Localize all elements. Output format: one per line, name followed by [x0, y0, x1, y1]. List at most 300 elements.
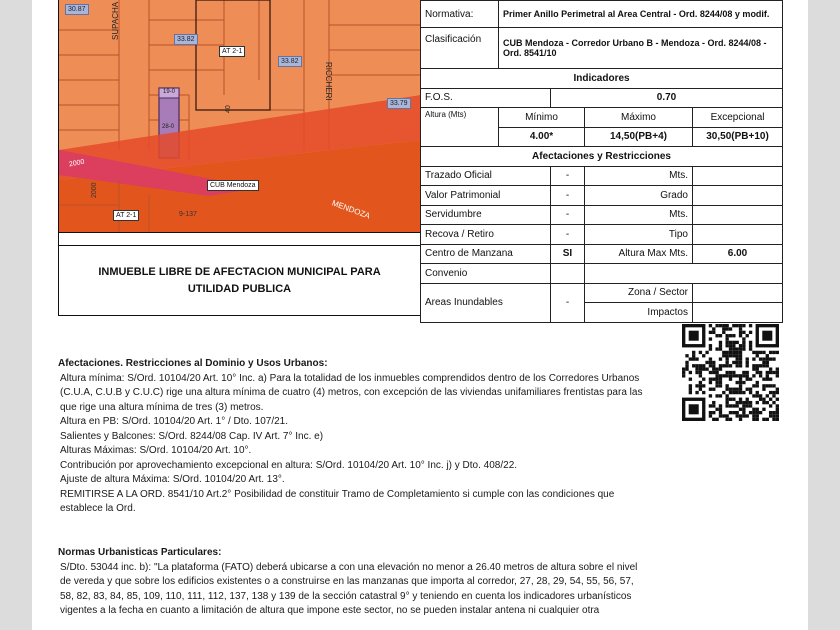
qr-module	[752, 357, 755, 360]
indicadores-header-row	[421, 69, 783, 89]
qr-module	[742, 337, 745, 340]
fos-value: 0.70	[551, 88, 783, 108]
afectacion-unit: Tipo	[585, 225, 693, 245]
qr-module	[769, 398, 772, 401]
afectacion-extra	[693, 166, 783, 186]
qr-module	[759, 374, 762, 377]
text-line: S/Dto. 53044 inc. b): "La plataforma (FATO) deberá ubicarse a con una elevación no menor a 26.40 metros de altura sobre el nivel	[60, 561, 638, 573]
qr-module	[725, 414, 728, 417]
qr-module	[715, 394, 718, 397]
text-line: Alturas Máximas: S/Ord. 10104/20 Art. 10°.	[60, 445, 252, 456]
qr-module	[712, 367, 715, 370]
parcel-number: 30.87	[65, 4, 89, 15]
qr-module	[752, 367, 755, 370]
normativa-value: Primer Anillo Perimetral al Area Central - Ord. 8244/08 y modif.	[499, 1, 783, 28]
qr-module	[719, 408, 722, 411]
altura-label: Altura (Mts)	[421, 108, 499, 147]
qr-module	[756, 354, 759, 357]
qr-module	[719, 381, 722, 384]
afectacion-label: Centro de Manzana	[421, 244, 551, 264]
qr-module	[725, 374, 728, 377]
qr-module	[715, 374, 718, 377]
qr-module	[709, 361, 712, 364]
afectacion-label: Trazado Oficial	[421, 166, 551, 186]
qr-module	[732, 361, 735, 364]
qr-module	[762, 378, 765, 381]
afectaciones-title: Afectaciones y Restricciones	[421, 147, 783, 167]
qr-module	[746, 414, 749, 417]
qr-module	[712, 371, 715, 374]
qr-module	[699, 364, 702, 367]
convenio-row	[421, 264, 783, 284]
qr-module	[736, 388, 739, 391]
qr-module	[739, 351, 742, 354]
qr-module	[766, 371, 769, 374]
qr-module	[756, 418, 759, 421]
qr-module	[709, 378, 712, 381]
qr-module	[772, 401, 775, 404]
afectacion-row	[421, 166, 783, 186]
qr-module	[739, 331, 742, 334]
qr-module	[712, 401, 715, 404]
qr-module	[729, 354, 732, 357]
qr-module	[772, 384, 775, 387]
impactos-label: Impactos	[585, 303, 693, 323]
afectacion-value: -	[551, 166, 585, 186]
qr-module	[752, 411, 755, 414]
qr-module	[736, 404, 739, 407]
section-heading: Afectaciones. Restricciones al Dominio y Usos Urbanos:	[58, 358, 328, 369]
qr-module	[776, 404, 779, 407]
maximo-label: Máximo	[585, 108, 693, 128]
afectacion-label: Valor Patrimonial	[421, 186, 551, 206]
qr-module	[756, 401, 759, 404]
qr-module	[732, 351, 735, 354]
qr-module	[766, 378, 769, 381]
qr-module	[742, 344, 745, 347]
qr-module	[736, 374, 739, 377]
afectacion-extra	[693, 186, 783, 206]
text-line: (C.U.A, C.U.B y C.U.C) rige una altura mínima de cuatro (4) metros, con excepción de las viviendas unifamiliares frentistas para las	[60, 387, 643, 398]
qr-module	[739, 378, 742, 381]
qr-module	[725, 394, 728, 397]
text-line: 58, 82, 83, 84, 85, 109, 110, 111, 112, 137, 138 y 139 de la sección catastral 9° y teniendo en cuenta los indicadores urbanísticos	[60, 590, 632, 602]
qr-module	[766, 354, 769, 357]
qr-module	[739, 364, 742, 367]
qr-module	[725, 388, 728, 391]
qr-module	[725, 404, 728, 407]
qr-module	[732, 347, 735, 350]
qr-module	[772, 414, 775, 417]
qr-module	[699, 371, 702, 374]
qr-module	[712, 331, 715, 334]
qr-module	[736, 347, 739, 350]
qr-module	[725, 384, 728, 387]
qr-module	[746, 378, 749, 381]
afectacion-value: -	[551, 205, 585, 225]
qr-module	[766, 361, 769, 364]
qr-module	[732, 341, 735, 344]
qr-module	[776, 414, 779, 417]
qr-module	[776, 418, 779, 421]
qr-module	[729, 411, 732, 414]
qr-module	[736, 401, 739, 404]
qr-module	[739, 334, 742, 337]
qr-module	[752, 414, 755, 417]
qr-module	[766, 401, 769, 404]
qr-module	[732, 334, 735, 337]
zone-label: AT 2-1	[113, 210, 139, 221]
qr-module	[732, 371, 735, 374]
qr-module	[742, 371, 745, 374]
qr-module	[709, 371, 712, 374]
qr-module	[709, 404, 712, 407]
qr-module	[729, 347, 732, 350]
qr-module	[766, 384, 769, 387]
qr-module	[759, 411, 762, 414]
qr-module	[702, 367, 705, 370]
qr-module	[756, 381, 759, 384]
qr-module	[699, 388, 702, 391]
qr-module	[752, 384, 755, 387]
qr-module	[715, 347, 718, 350]
qr-module	[729, 378, 732, 381]
qr-module	[732, 411, 735, 414]
minimo-label: Mínimo	[499, 108, 585, 128]
qr-module	[722, 351, 725, 354]
qr-module	[772, 357, 775, 360]
qr-module	[769, 378, 772, 381]
qr-module	[712, 361, 715, 364]
qr-module	[739, 398, 742, 401]
qr-module	[702, 391, 705, 394]
qr-module	[739, 418, 742, 421]
qr-module	[746, 334, 749, 337]
qr-module	[752, 394, 755, 397]
qr-module	[705, 367, 708, 370]
qr-module	[762, 357, 765, 360]
qr-module	[769, 371, 772, 374]
qr-module	[756, 394, 759, 397]
qr-module	[776, 371, 779, 374]
qr-module	[756, 364, 759, 367]
qr-module	[709, 364, 712, 367]
qr-module	[725, 341, 728, 344]
qr-module	[719, 324, 722, 327]
qr-module	[749, 401, 752, 404]
afectacion-value: -	[551, 225, 585, 245]
qr-module	[739, 408, 742, 411]
qr-module	[732, 398, 735, 401]
qr-module	[746, 361, 749, 364]
qr-module	[725, 371, 728, 374]
qr-module	[719, 374, 722, 377]
qr-module	[752, 374, 755, 377]
qr-module	[759, 357, 762, 360]
indicators-table	[420, 0, 783, 323]
qr-module	[732, 344, 735, 347]
qr-module	[746, 357, 749, 360]
qr-module	[762, 388, 765, 391]
qr-module	[725, 418, 728, 421]
qr-module	[776, 388, 779, 391]
qr-module	[746, 404, 749, 407]
qr-module	[746, 398, 749, 401]
qr-module	[736, 361, 739, 364]
qr-module	[702, 354, 705, 357]
qr-module	[736, 391, 739, 394]
qr-module	[702, 364, 705, 367]
qr-module	[729, 388, 732, 391]
qr-module	[709, 388, 712, 391]
text-line: de vereda y que sobre los edificios existentes o a construirse en las manzanas que importa al corredor, 27, 28, 29, 54, 55, 56, 57,	[60, 576, 634, 587]
qr-module	[715, 334, 718, 337]
normativa-label: Normativa:	[421, 1, 499, 28]
qr-module	[729, 418, 732, 421]
qr-module	[766, 394, 769, 397]
parcel-label: 19-0	[163, 89, 176, 95]
qr-module	[722, 354, 725, 357]
qr-module	[722, 327, 725, 330]
qr-module	[722, 414, 725, 417]
qr-module	[722, 391, 725, 394]
qr-module	[739, 374, 742, 377]
qr-module	[759, 394, 762, 397]
afectacion-value: -	[551, 186, 585, 206]
qr-module	[742, 411, 745, 414]
qr-module	[732, 388, 735, 391]
qr-module	[769, 414, 772, 417]
qr-module	[749, 331, 752, 334]
text-line: Contribución por aprovechamiento excepcional en altura: S/Ord. 10104/20 Art. 10° Inc. j) y Dto. 408/22.	[60, 459, 518, 471]
maximo-value: 14,50(PB+4)	[585, 127, 693, 147]
qr-module	[752, 418, 755, 421]
text-line: vigentes a la fecha en cuanto a limitación de altura que impone este sector, no se pueden instalar antena ni cualquier otra	[60, 605, 600, 616]
qr-module	[699, 351, 702, 354]
clasificacion-row	[421, 28, 783, 69]
qr-module	[736, 324, 739, 327]
qr-module	[739, 324, 742, 327]
qr-module	[712, 364, 715, 367]
qr-module	[742, 408, 745, 411]
qr-module	[709, 381, 712, 384]
indicadores-title: Indicadores	[421, 69, 783, 89]
qr-module	[719, 347, 722, 350]
qr-module	[709, 324, 712, 327]
qr-module	[749, 378, 752, 381]
areas-row	[421, 283, 783, 303]
qr-module	[725, 398, 728, 401]
qr-module	[749, 347, 752, 350]
qr-module	[749, 341, 752, 344]
qr-module	[739, 344, 742, 347]
qr-module	[756, 367, 759, 370]
qr-module	[739, 391, 742, 394]
qr-module	[739, 381, 742, 384]
qr-module	[739, 414, 742, 417]
qr-module	[769, 411, 772, 414]
qr-module	[739, 401, 742, 404]
qr-module	[725, 324, 728, 327]
qr-module	[719, 411, 722, 414]
qr-module	[715, 378, 718, 381]
street-name: RICCHERI	[324, 62, 333, 101]
qr-module	[752, 351, 755, 354]
minimo-value: 4.00*	[499, 127, 585, 147]
qr-module	[766, 418, 769, 421]
restrictions-section	[58, 357, 698, 517]
parcel-number: 33.82	[174, 34, 198, 45]
parcel-number: 33.82	[278, 56, 302, 67]
qr-module	[732, 391, 735, 394]
convenio-label: Convenio	[421, 264, 551, 284]
qr-module	[762, 401, 765, 404]
afectacion-unit: Grado	[585, 186, 693, 206]
qr-module	[715, 367, 718, 370]
qr-module	[742, 414, 745, 417]
qr-module	[702, 384, 705, 387]
qr-module	[712, 378, 715, 381]
qr-module	[746, 364, 749, 367]
afectacion-value: SI	[551, 244, 585, 264]
qr-module	[719, 394, 722, 397]
text-line: establece la Ord.	[60, 503, 136, 514]
qr-module	[725, 351, 728, 354]
qr-module	[776, 374, 779, 377]
text-line: Salientes y Balcones: S/Ord. 8244/08 Cap. IV Art. 7° Inc. e)	[60, 430, 324, 442]
zone-label: CUB Mendoza	[207, 180, 259, 191]
qr-module	[729, 351, 732, 354]
qr-module	[709, 414, 712, 417]
qr-module	[746, 374, 749, 377]
norms-lines	[58, 561, 698, 619]
qr-module	[736, 381, 739, 384]
qr-module	[729, 344, 732, 347]
qr-module	[702, 378, 705, 381]
afectacion-unit: Mts.	[585, 205, 693, 225]
restrictions-lines	[58, 372, 698, 517]
qr-module	[732, 354, 735, 357]
fos-row	[421, 88, 783, 108]
qr-module	[692, 351, 695, 354]
text-line: Ajuste de altura Máxima: S/Ord. 10104/20 Art. 13°.	[60, 474, 285, 485]
street-name: MENDOZA	[330, 198, 372, 221]
clasificacion-value: CUB Mendoza - Corredor Urbano B - Mendoza - Ord. 8244/08 - Ord. 8541/10	[499, 28, 783, 69]
qr-module	[766, 364, 769, 367]
qr-module	[709, 347, 712, 350]
qr-module	[729, 341, 732, 344]
qr-module	[719, 378, 722, 381]
qr-module	[719, 334, 722, 337]
qr-module	[772, 371, 775, 374]
parcel-label: 28-0	[162, 124, 175, 130]
qr-module	[742, 331, 745, 334]
qr-module	[739, 388, 742, 391]
qr-module	[736, 351, 739, 354]
qr-module	[725, 357, 728, 360]
qr-module	[712, 411, 715, 414]
text-line: que rige una altura mínima de tres (3) metros.	[60, 401, 264, 413]
qr-module	[769, 391, 772, 394]
qr-module	[749, 404, 752, 407]
qr-module	[725, 364, 728, 367]
zone-label: AT 2-1	[219, 46, 245, 57]
qr-module	[709, 344, 712, 347]
qr-module	[742, 391, 745, 394]
qr-module	[736, 364, 739, 367]
qr-module	[762, 398, 765, 401]
qr-module	[712, 388, 715, 391]
afectacion-row	[421, 225, 783, 245]
qr-module	[736, 357, 739, 360]
qr-module	[725, 334, 728, 337]
qr-module	[725, 344, 728, 347]
areas-value: -	[551, 283, 585, 322]
qr-module	[742, 324, 745, 327]
qr-module	[762, 418, 765, 421]
qr-module	[729, 334, 732, 337]
qr-module	[762, 351, 765, 354]
qr-module	[709, 337, 712, 340]
qr-module	[742, 374, 745, 377]
qr-module	[722, 364, 725, 367]
qr-module	[756, 408, 759, 411]
public-utility-notice	[58, 246, 420, 316]
qr-module	[756, 384, 759, 387]
qr-module	[756, 391, 759, 394]
qr-module	[742, 347, 745, 350]
map-label: 9-137	[179, 211, 197, 218]
qr-module	[752, 408, 755, 411]
qr-module	[725, 361, 728, 364]
qr-module	[739, 347, 742, 350]
qr-module	[709, 357, 712, 360]
qr-module	[722, 324, 725, 327]
qr-module	[769, 404, 772, 407]
qr-module	[769, 357, 772, 360]
qr-module	[746, 371, 749, 374]
qr-module	[756, 351, 759, 354]
qr-module	[725, 354, 728, 357]
qr-module	[762, 408, 765, 411]
qr-module	[772, 394, 775, 397]
qr-module	[712, 404, 715, 407]
map-label: 2000	[68, 158, 86, 169]
qr-module	[766, 374, 769, 377]
qr-module	[715, 408, 718, 411]
qr-module	[749, 411, 752, 414]
altura-header-row	[421, 108, 783, 128]
qr-module	[739, 361, 742, 364]
qr-module	[742, 381, 745, 384]
clasificacion-label: Clasificación	[421, 28, 499, 69]
qr-module	[719, 367, 722, 370]
qr-module	[776, 411, 779, 414]
qr-module	[732, 374, 735, 377]
qr-module	[752, 364, 755, 367]
qr-module	[715, 371, 718, 374]
normativa-row	[421, 1, 783, 28]
map-label: 2000	[91, 182, 98, 198]
qr-module	[762, 364, 765, 367]
qr-module	[739, 357, 742, 360]
qr-module	[776, 398, 779, 401]
zona-label: Zona / Sector	[585, 283, 693, 303]
qr-module	[739, 327, 742, 330]
qr-module	[772, 391, 775, 394]
street-name: SUPACHA	[111, 1, 120, 40]
areas-label: Areas Inundables	[421, 283, 551, 322]
